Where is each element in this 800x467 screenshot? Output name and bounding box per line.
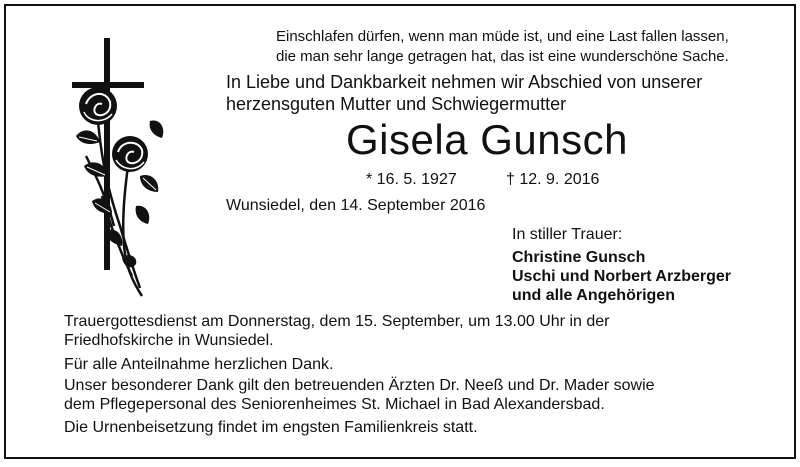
quote-line-2: die man sehr lange getragen hat, das ist eine wunderschöne Sache. xyxy=(276,48,729,65)
mourning-label: In stiller Trauer: xyxy=(512,226,623,243)
family-member: und alle Angehörigen xyxy=(512,287,675,304)
obituary-notice xyxy=(4,4,796,459)
cross-with-roses-icon xyxy=(62,26,212,316)
deceased-name: Gisela Gunsch xyxy=(346,116,628,163)
death-date: † 12. 9. 2016 xyxy=(506,171,600,188)
birth-date: * 16. 5. 1927 xyxy=(366,171,457,188)
service-info-line-2: Friedhofskirche in Wunsiedel. xyxy=(64,332,274,349)
special-thanks-line-2: dem Pflegepersonal des Seniorenheimes St. Michael in Bad Alexandersbad. xyxy=(64,396,605,413)
burial-info: Die Urnenbeisetzung findet im engsten Familienkreis statt. xyxy=(64,419,478,436)
intro-line-2: herzensguten Mutter und Schwiegermutter xyxy=(226,94,567,114)
service-info-line-1: Trauergottesdienst am Donnerstag, dem 15. September, um 13.00 Uhr in der xyxy=(64,313,610,330)
quote-line-1: Einschlafen dürfen, wenn man müde ist, und eine Last fallen lassen, xyxy=(276,28,729,45)
place-date: Wunsiedel, den 14. September 2016 xyxy=(226,197,486,214)
family-member: Christine Gunsch xyxy=(512,249,646,266)
thanks-text: Für alle Anteilnahme herzlichen Dank. xyxy=(64,356,334,373)
family-member: Uschi und Norbert Arzberger xyxy=(512,268,731,285)
special-thanks-line-1: Unser besonderer Dank gilt den betreuenden Ärzten Dr. Neeß und Dr. Mader sowie xyxy=(64,377,655,394)
intro-line-1: In Liebe und Dankbarkeit nehmen wir Abschied von unserer xyxy=(226,72,703,92)
